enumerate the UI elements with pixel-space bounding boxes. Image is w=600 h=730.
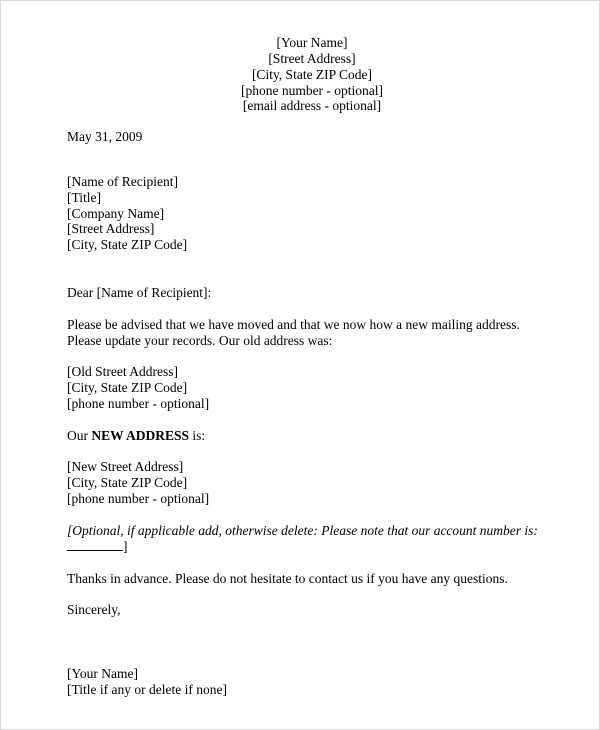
new-address-phone: [phone number - optional] xyxy=(67,491,210,506)
old-address-city: [City, State ZIP Code] xyxy=(67,380,188,395)
optional-note-line-1: [Optional, if applicable add, otherwise delete: Please note that our account number is: xyxy=(67,523,538,538)
optional-note-line-2 xyxy=(67,538,128,555)
body-line-1: Please be advised that we have moved and that we now how a new mailing address. xyxy=(67,317,520,332)
new-address-emphasis: NEW ADDRESS xyxy=(91,428,190,443)
sender-city: [City, State ZIP Code] xyxy=(251,67,373,82)
thanks-line: Thanks in advance. Please do not hesitate to contact us if you have any questions. xyxy=(67,571,508,586)
sender-street: [Street Address] xyxy=(268,51,356,66)
recipient-street: [Street Address] xyxy=(67,221,155,236)
recipient-city: [City, State ZIP Code] xyxy=(67,237,188,252)
new-address-intro-suffix: is: xyxy=(189,428,206,443)
body-line-2: Please update your records. Our old address was: xyxy=(67,333,333,348)
old-address-phone: [phone number - optional] xyxy=(67,396,210,411)
old-address-street: [Old Street Address] xyxy=(67,364,178,379)
recipient-company: [Company Name] xyxy=(67,206,165,221)
sender-phone: [phone number - optional] xyxy=(240,83,384,98)
new-address-intro xyxy=(67,428,205,444)
new-address-intro-prefix: Our xyxy=(67,428,92,443)
account-number-blank xyxy=(67,538,123,551)
signature-name: [Your Name] xyxy=(67,666,138,681)
signature-title: [Title if any or delete if none] xyxy=(67,682,227,697)
new-address-street: [New Street Address] xyxy=(67,459,184,474)
letter-date: May 31, 2009 xyxy=(67,129,143,144)
sender-name: [Your Name] xyxy=(276,35,348,50)
new-address-city: [City, State ZIP Code] xyxy=(67,475,188,490)
recipient-name: [Name of Recipient] xyxy=(67,174,178,189)
closing: Sincerely, xyxy=(67,602,121,617)
salutation: Dear [Name of Recipient]: xyxy=(67,285,212,300)
recipient-title: [Title] xyxy=(67,190,102,205)
optional-note-close: ] xyxy=(123,539,128,554)
sender-email: [email address - optional] xyxy=(242,98,382,113)
